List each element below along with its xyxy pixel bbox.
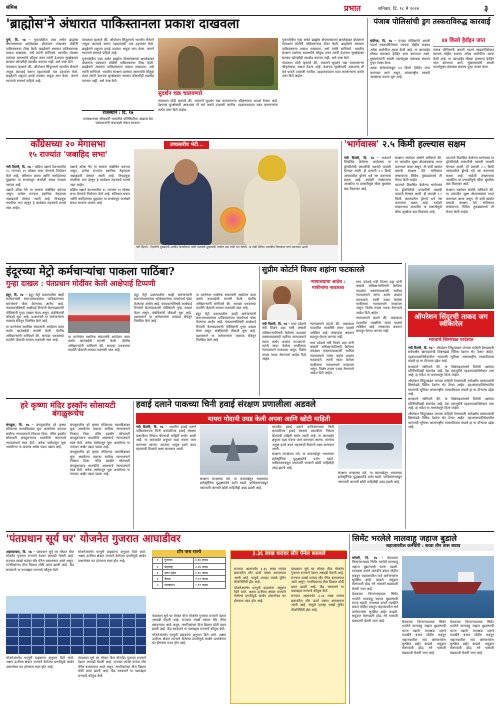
story-text: पंतप्रधान म्हणाले की, ऑपरेशन सिंदूरमध्ये भारतीय सैन्याने अचूक कारवाई करून दहशतवादी तळ उद्ध्वस्त केले. ब्राह्मोसने शत्रूच्या हवाई तळांवर अचूक मारा केला. जगाने भारताचे सामर्थ्य पाहिले आहे.	[82, 38, 154, 56]
headline-bhargavastra-quoted: 'भार्गवास्त्र'	[344, 140, 380, 150]
section-label: संमिश्र	[6, 5, 18, 11]
story-supreme-court	[262, 266, 402, 396]
person-right-turban	[258, 155, 286, 181]
dateline: पुणे, दि. १७ -	[6, 38, 31, 42]
subhead: सुदर्शन चक्र चालवणारे	[158, 91, 203, 97]
photo-label: उच्चस्तरीय भेटी...	[164, 141, 209, 149]
story-text: पंतप्रधान सूर्य घर मोफत वीज योजनेत गुजरात राज्याने देशात आघाडी घेतली आहे. राज्यात लाखो घरांवर सौर पॅनेल बसवण्यात आले असून, नागरिकांच्या वीज बिलात मोठी बचत झाली आहे. केंद्र सरकारने या यशाबद्दल राज्याचे कौतुक केले.	[152, 614, 226, 632]
headline-supreme-court: सुप्रीम कोर्टाने विजय शहांना फटकारले	[262, 265, 365, 274]
headline-brahmos-rest: ने अंधारात पाकिस्तानला प्रकाश दाखवला	[47, 17, 240, 32]
story-indore-col4	[196, 293, 256, 396]
headline-airforce: हवाई दलाने पाकच्या चिनी हवाई संरक्षण प्रणालीला अडवले	[136, 400, 316, 410]
dateline: नवी दिल्ली, दि. १७ -	[6, 165, 34, 169]
story-text: भारतीय हवाई दलाने पाकिस्तानच्या चिनी बनावटीच्या हवाई संरक्षण प्रणालीला निष्प्रभ केल्याची माहिती समोर आली आहे. या कारवाईत शत्रूच्या रडार यंत्रणा जाम करण्यात आल्या. त्यानंतर अचूक हल्ले करत महत्त्वाची ठिकाणे लक्ष्य करण्यात आली.	[272, 425, 334, 452]
masthead	[6, 3, 494, 15]
table-cell: ३	[153, 570, 163, 576]
section-rule	[6, 398, 402, 399]
story-iskcon	[6, 401, 130, 529]
subheadline-indore: गुन्हा दाखल : पंतप्रधान मोदींवर केली आक्षेपार्ह टिप्पणी	[6, 278, 156, 288]
dateline: इंदूर, दि. १७ -	[6, 293, 27, 297]
story-text: सरकारने सांगितले की, या शिष्टमंडळांमध्ये विरोधी पक्षांच्या प्रतिनिधींचाही समावेश आहे. देश एकजुटीने दहशतवादाविरोधात उभा आहे, हा संदेश या माध्यमातून दिला जाईल.	[408, 364, 494, 378]
story-text: राज्यात आतापर्यंत ३.३६ लाख घरांवर छतावरील सौर ऊर्जा यंत्रणा बसवण्यात आली आहे. यामुळे दरमहा लाखो युनिट वीजनिर्मिती होत आहे.	[234, 567, 286, 585]
story-text: पक्षाचे वरिष्ठ नेते या सभांना संबोधित करणार असून, प्रत्येक राज्यात स्थानिक नेतृत्वाला जबाबदारी देण्यात आली आहे. निवडणूक तयारीचा भाग म्हणून हे कार्यक्रम महत्त्वाचे मानले जात आहेत.	[6, 188, 66, 210]
story-text: या घटनेनंतर स्थानिक संघटनांनी आंदोलन करत कठोर कारवाईची मागणी केली. पोलीस अधिकाऱ्यांनी सांगितले की, सायबर पथकाच्या मदतीने पोस्टची सत्यता तपासली जात आहे.	[196, 293, 256, 311]
story-brahmos-col4	[282, 38, 364, 134]
story-text: बंगळुरूतील हरे कृष्णा मंदिराच्या मालकीबाबत सुरू असलेल्या वादावर सर्वोच्च न्यायालयाने निकाल दिला. मंदिर इस्कॉन सोसायटी बंगळुरूच्याच मालकीचे असल्याचे न्यायालयाने स्पष्ट केले. अनेक वर्षांपासून सुरू असलेल्या या वादावर अखेर पडदा पडला आहे.	[70, 450, 130, 477]
story-congress	[6, 141, 130, 261]
photo-caption: नवी दिल्ली : दिल्लीचे मुख्यमंत्री अरविंद केजरीवाल यांची पंजाबचे मुख्यमंत्री भगवंत मान यांनी भेट घेतली. या वेळी विविध राजकीय विषयांवर चर्चा करण्यात आली.	[134, 245, 338, 261]
story-text: संरक्षण संशोधन संस्थेने सांगितले की, या प्रणालीत सूक्ष्म क्षेपणास्त्रांचा वापर करण्यात आला असून, ती कमी खर्चात प्रभावी संरक्षण देते. भविष्यात लष्कराच्या विविध तुकड्यांमध्ये ती तैनात केली जाईल.	[395, 156, 442, 183]
story-ship-col3	[450, 620, 494, 704]
story-text: बंगळुरूतील हरे कृष्णा मंदिराच्या मालकीबाबत सुरू असलेल्या वादावर सर्वोच्च न्यायालयाने निकाल दिला. मंदिर इस्कॉन सोसायटी बंगळुरूच्याच मालकीचे असल्याचे न्यायालयाने स्पष्ट केले. अनेक वर्षांपासून सुरू असलेल्या या वादावर अखेर पडदा पडला आहे.	[6, 423, 66, 450]
story-punjab	[370, 18, 494, 136]
story-text: ऑपरेशन सिंदूरबाबत जगाला माहिती देण्यासाठी सर्वपक्षीय खासदारांची शिष्टमंडळे विविध देशांना भेट देणार आहेत. दहशतवादाविरोधातील भारताची भूमिका आंतरराष्ट्रीय व्यासपीठावर मांडणे हा या दौऱ्याचा उद्देश आहे.	[408, 411, 494, 429]
story-text: गुजरातेतील एका सभेत ब्राह्मोस क्षेपणास्त्राच्या क्षमतेबाबत बोलताना पंतप्रधान मोदींनी पाकिस्तानवर टीका केली. ब्राह्मोसने अंधारात पाकिस्तानला प्रकाश दाखवला, असे त्यांनी सांगितले. भारतीय संरक्षण दलांच्या सामर्थ्याचे कौतुक करत त्यांनी देशाच्या सुरक्षेबाबत सरकार कोणतीही तडजोड करणार नाही, असे स्पष्ट केले.	[82, 56, 154, 83]
highlight-title: ३.३६ लाख घरांवर सौर पॅनेल बसवले	[252, 551, 326, 557]
headline-brahmos-quoted: 'ब्राह्मोस'	[6, 17, 48, 32]
story-bhargavastra-col1	[344, 156, 391, 261]
story-text: पंतप्रधान म्हणाले की, ऑपरेशन सिंदूरमध्ये भारतीय सैन्याने अचूक कारवाई करून दहशतवादी तळ उद्ध्वस्त केले. ब्राह्मोसने शत्रूच्या हवाई तळांवर अचूक मारा केला. जगाने भारताचे सामर्थ्य पाहिले आहे.	[6, 65, 78, 83]
story-punjab-col1	[370, 39, 430, 134]
story-iskcon-col1	[6, 423, 66, 529]
subhead: ४४ किलो हेरॉइन जप्त	[433, 39, 494, 47]
metro-photo	[68, 293, 130, 333]
story-text: केरळच्या किनाऱ्याजवळ सिमेंट भरलेले मालवाहू जहाज बुडाल्याची घटना घडली. तटरक्षक दलाने तातडीने बचाव मोहीम राबवून जहाजावरील सर्व कर्मचाऱ्यांना सुरक्षित बाहेर काढले. समुद्रात तेलगळती होऊ नये यासाठी खबरदारी घेतली जात आहे.	[352, 592, 398, 623]
story-congress-col2	[70, 165, 130, 261]
table-cell: १	[153, 557, 163, 563]
airforce-photo	[200, 425, 268, 475]
headline-bhargavastra-rest: २.५ किमी हल्ल्यास सक्षम	[382, 140, 466, 150]
table-cell: ०.९१ लाख	[193, 582, 225, 588]
story-text: राज्यात आतापर्यंत ३.३६ लाख घरांवर छतावरील सौर ऊर्जा यंत्रणा बसवण्यात आली आहे. यामुळे दरमहा लाखो युनिट वीजनिर्मिती होत आहे.	[291, 594, 344, 612]
story-text: पंतप्रधान मोदी म्हणाले की, भारताने सुदर्शन चक्र चालवणाऱ्या श्रीकृष्णाचा आदर्श ठेवला आहे. देशाच्या सुरक्षेसाठी आवश्यक ती सर्व पावले उचलली जातील. दहशतवादाला मदत करणाऱ्यांना कठोर उत्तर दिले जाईल.	[282, 61, 364, 79]
dateline: बंगळुरू, दि. १७ -	[6, 423, 34, 427]
story-text: अटक केलेल्यांकडून ४४ किलो हेरॉईन जप्त करण्यात आले असून, आंतरराष्ट्रीय तस्करी जाळ्याचा तपास सुरू आहे.	[370, 66, 430, 80]
top-states-table-box	[152, 550, 226, 612]
story-congress-col1	[6, 165, 66, 261]
story-text: पंजाब पोलिसांनी अमली पदार्थ तस्करांविरोधात व्यापक मोहीम राबवत अनेक आरोपींना अटक केली आहे. या कारवाईत मोठ्या प्रमाणात हेरॉईन जप्त करण्यात आले. मुख्यमंत्र्यांनी अमली पदार्थमुक्त पंजाबचा संकल्प पुन्हा व्यक्त केला.	[433, 47, 494, 70]
jet-shape	[346, 443, 394, 450]
sub-story	[158, 92, 278, 134]
flower-bouquet	[220, 207, 246, 233]
modi-rally-photo	[158, 38, 278, 90]
section-rule	[6, 263, 402, 264]
table-cell: ४	[153, 576, 163, 582]
story-text: इंदूर मेट्रो प्रकल्पातील काही कर्मचाऱ्यांनी समाजमाध्यमांवर पाकिस्तानच्या समर्थनार्थ पोस्ट केल्याचा आरोप आहे. पंतप्रधानांविषयी आक्षेपार्ह टिप्पणी केल्याप्रकरणी पोलिसांनी गुन्हा दाखल केला असून, संबंधितांची चौकशी सुरू आहे. प्रशासनाने या कर्मचाऱ्यांना तत्काळ सेवेतून निलंबित केले आहे.	[196, 311, 256, 343]
story-airforce	[136, 401, 402, 529]
table-cell: २.२७ लाख	[193, 563, 225, 569]
story-text: या घटनेनंतर स्थानिक संघटनांनी आंदोलन करत कठोर कारवाईची मागणी केली. पोलीस अधिकाऱ्यांनी सांगितले की, सायबर पथकाच्या मदतीने पोस्टची सत्यता तपासली जात आहे.	[68, 335, 130, 353]
story-text: मध्य प्रदेशचे मंत्री विजय शहा यांनी लष्करी अधिकाऱ्याविषयी केलेल्या वादग्रस्त वक्तव्याप्रकरणी सर्वोच्च न्यायालयाने त्यांना कठोर शब्दांत फटकारले. त्यांनी सादर केलेला माफीनामा न्यायालयाने नाकारला असून, विशेष तपास पथक नेमण्याचे आदेश दिले आहेत.	[310, 340, 354, 376]
story-sindoor-text	[408, 346, 494, 529]
headline-ship: सिमेंट भरलेले मालवाहू जहाज बुडाले	[352, 533, 457, 543]
story-airforce-col1	[136, 425, 196, 529]
story-text: न्यायालयाने म्हटले की, जबाबदार पदावरील व्यक्तींनी संयम पाळणे अपेक्षित आहे. लष्कराचा अवमान खपवून घेतला जाणार नाही.	[310, 322, 354, 340]
column-divider	[133, 401, 134, 529]
story-text: काँग्रेस पक्षाने देशभरातील १५ राज्यांत २० मोठ्या सभा घेण्याचे नियोजन केले आहे. संविधान बचाव आणि जनहिताच्या मुद्द्यांवर या सभांमधून जनतेशी संवाद साधला जाणार आहे.	[70, 188, 130, 206]
solar-panels-photo	[6, 596, 146, 654]
headline-indore: इंदूरच्या मेट्रो कर्मचाऱ्यांचा पाकला पाठिंबा?	[6, 265, 175, 278]
table-row	[153, 582, 226, 588]
story-brahmos	[6, 18, 364, 136]
story-text: योजनेअंतर्गत घरगुती ग्राहकांना अनुदान दिले जाते. अक्षय ऊर्जेच्या क्षेत्रात राज्याने केलेल्या प्रगतीमुळे कार्बन उत्सर्जनात घट होण्यास मदत होत आहे.	[152, 632, 226, 646]
story-text: भारताने विकसित केलेल्या भार्गवास्त्र या ड्रोनविरोधी प्रणालीची यशस्वी चाचणी घेण्यात आली. ही प्रणाली २.५ किमी अंतरावरील ड्रोनचे थवे नष्ट करण्यास सक्षम आहे. स्वदेशी तंत्रज्ञानावर आधारित या प्रणालीमुळे सीमा सुरक्षेला बळ मिळणार आहे.	[395, 183, 442, 214]
story-text: पक्षाचे वरिष्ठ नेते या सभांना संबोधित करणार असून, प्रत्येक राज्यात स्थानिक नेतृत्वाला जबाबदारी देण्यात आली आहे. निवडणूक तयारीचा भाग म्हणून हे कार्यक्रम महत्त्वाचे मानले जात आहेत.	[70, 165, 130, 187]
story-bhargavastra-col2	[395, 156, 442, 261]
headline-congress-2: १५ राज्यांत 'जबाहिद सभा'	[28, 149, 108, 160]
story-text: ऑपरेशन सिंदूरबाबत जगाला माहिती देण्यासाठी सर्वपक्षीय खासदारांची शिष्टमंडळे विविध देशांना भेट देणार आहेत. दहशतवादाविरोधातील भारताची भूमिका आंतरराष्ट्रीय व्यासपीठावर मांडणे हा या दौऱ्याचा उद्देश आहे.	[408, 346, 494, 364]
table-cell: १.१२ लाख	[193, 576, 225, 582]
story-surya-ghar	[6, 534, 346, 704]
story-iskcon-col2	[70, 423, 130, 529]
story-surya-col2	[78, 550, 146, 594]
story-operation-sindoor	[408, 265, 494, 529]
fighter-jet-photo	[338, 425, 402, 469]
headline-sindoor: ऑपरेशन सिंदूरची ताकद जग स्वीकारेल	[414, 312, 488, 329]
story-text: भारताने विकसित केलेल्या भार्गवास्त्र या ड्रोनविरोधी प्रणालीची यशस्वी चाचणी घेण्यात आली. ही प्रणाली २.५ किमी अंतरावरील ड्रोनचे थवे नष्ट करण्यास सक्षम आहे. स्वदेशी तंत्रज्ञानावर आधारित या प्रणालीमुळे सीमा सुरक्षेला बळ मिळणार आहे.	[446, 156, 494, 187]
info-box-text: राजस्थानच्या सीमावर्ती भागातील परिस्थितीचा आढावा घेत पंतप्रधानांनी जवानांशी संवाद साधला.	[83, 116, 153, 126]
subheadline-ship: जहाजावरील कर्मचारी : सव्वा तीन तास बचाव	[352, 544, 494, 551]
column-divider	[405, 263, 406, 529]
story-text: इंदूर मेट्रो प्रकल्पातील काही कर्मचाऱ्यांनी समाजमाध्यमांवर पाकिस्तानच्या समर्थनार्थ पोस्ट केल्याचा आरोप आहे. पंतप्रधानांविषयी आक्षेपार्ह टिप्पणी केल्याप्रकरणी पोलिसांनी गुन्हा दाखल केला असून, संबंधितांची चौकशी सुरू आहे. प्रशासनाने या कर्मचाऱ्यांना तत्काळ सेवेतून निलंबित केले आहे.	[6, 293, 64, 324]
story-text: इंदूर मेट्रो प्रकल्पातील काही कर्मचाऱ्यांनी समाजमाध्यमांवर पाकिस्तानच्या समर्थनार्थ पोस्ट केल्याचा आरोप आहे. पंतप्रधानांविषयी आक्षेपार्ह टिप्पणी केल्याप्रकरणी पोलिसांनी गुन्हा दाखल केला असून, संबंधितांची चौकशी सुरू आहे. प्रशासनाने या कर्मचाऱ्यांना तत्काळ सेवेतून निलंबित केले आहे.	[134, 293, 192, 324]
story-text: पंतप्रधान सूर्य घर मोफत वीज योजनेत गुजरात राज्याने देशात आघाडी घेतली आहे. राज्यात लाखो घरांवर सौर पॅनेल बसवण्यात आले असून, नागरिकांच्या वीज बिलात मोठी बचत झाली आहे. केंद्र सरकारने या यशाबद्दल राज्याचे कौतुक केले.	[6, 550, 74, 572]
story-bhargavastra-col3	[446, 156, 494, 261]
issue-date: शनिवार, दि. १८ मे २०२४	[378, 6, 420, 12]
headline-bhargavastra	[344, 141, 494, 150]
dateline: नवी दिल्ली, दि. १७ -	[136, 425, 168, 429]
story-text: केरळच्या किनाऱ्याजवळ सिमेंट भरलेले मालवाहू जहाज बुडाल्याची घटना घडली. तटरक्षक दलाने तातडीने बचाव मोहीम राबवून जहाजावरील सर्व कर्मचाऱ्यांना सुरक्षित बाहेर काढले. समुद्रात तेलगळती होऊ नये यासाठी खबरदारी घेतली जात आहे.	[352, 556, 398, 591]
highlight-title-box	[231, 551, 347, 559]
story-punjab-col2	[433, 39, 494, 134]
solar-panel-grid	[6, 614, 146, 654]
story-brahmos-col2	[82, 38, 154, 108]
story-text: मध्य प्रदेशचे मंत्री विजय शहा यांनी लष्करी अधिकाऱ्याविषयी केलेल्या वादग्रस्त वक्तव्याप्रकरणी सर्वोच्च न्यायालयाने त्यांना कठोर शब्दांत फटकारले. त्यांनी सादर केलेला माफीनामा न्यायालयाने नाकारला असून, विशेष तपास पथक नेमण्याचे आदेश दिले आहेत.	[356, 280, 402, 315]
story-surya-col5	[152, 614, 226, 704]
table-cell: उत्तर प्रदेश	[163, 570, 194, 576]
story-airforce-col4	[338, 471, 402, 529]
masthead-rule	[6, 15, 494, 16]
meeting-photo	[134, 149, 338, 245]
story-airforce-col3	[272, 425, 334, 529]
highlight-box	[230, 550, 346, 704]
main-photo-block	[134, 141, 338, 261]
story-text: पंतप्रधान सूर्य घर मोफत वीज योजनेत गुजरात राज्याने देशात आघाडी घेतली आहे. राज्यात लाखो घरांवर सौर पॅनेल बसवण्यात आले असून, नागरिकांच्या वीज बिलात मोठी बचत झाली आहे. केंद्र सरकारने या यशाबद्दल राज्याचे कौतुक केले.	[291, 567, 344, 594]
column-divider	[367, 18, 368, 136]
story-text: न्यायालयाने म्हटले की, जबाबदार पदावरील व्यक्तींनी संयम पाळणे अपेक्षित आहे. लष्कराचा अवमान खपवून घेतला जाणार नाही.	[356, 316, 402, 334]
headline-iskcon: हरे कृष्णा मंदिर इस्कॉन सोसायटी बंगळुरूचेच	[20, 400, 116, 419]
story-text: सरकारने सांगितले की, या शिष्टमंडळांमध्ये विरोधी पक्षांच्या प्रतिनिधींचाही समावेश आहे. देश एकजुटीने दहशतवादाविरोधात उभा आहे, हा संदेश या माध्यमातून दिला जाईल.	[408, 397, 494, 411]
story-text: काँग्रेस पक्षाने देशभरातील १५ राज्यांत २० मोठ्या सभा घेण्याचे नियोजन केले आहे. संविधान बचाव आणि जनहिताच्या मुद्द्यांवर या सभांमधून जनतेशी संवाद साधला जाणार आहे.	[6, 165, 66, 187]
paper-name: प्रभात	[344, 3, 361, 13]
ship-hull	[410, 582, 482, 594]
ship-photo	[402, 556, 494, 618]
story-indore-col3	[134, 293, 192, 396]
highlight-text-2	[291, 567, 344, 703]
story-text: संरक्षण तज्ज्ञांच्या मते, या कारवाईतून भारताच्या इलेक्ट्रॉनिक युद्धक्षमतेचे दर्शन घडले. पाकिस्तानकडून पसरवली जाणारी खोटी माहितीही उघड झाली आहे.	[338, 471, 402, 484]
table-cell: १.२६ लाख	[193, 570, 225, 576]
callout-text: न्यायालयाचा आदेश : माफीनामा नाकारला	[310, 280, 346, 291]
ship-cabin	[458, 572, 474, 582]
table-cell: महाराष्ट्र	[163, 563, 194, 569]
delegation-figure	[438, 275, 464, 309]
subheadline-airforce: मायरा गोदानी उघड केली अपवा आणि खोटी माहिती	[136, 413, 402, 424]
story-text: संरक्षण तज्ज्ञांच्या मते, या कारवाईतून भारताच्या इलेक्ट्रॉनिक युद्धक्षमतेचे दर्शन घडले. पाकिस्तानकडून पसरवली जाणारी खोटी माहितीही उघड झाली आहे.	[272, 452, 334, 470]
info-box-title: राजस्थान : दि. १७	[102, 111, 134, 116]
headline-punjab: पंजाब पोलिसांची ड्रग तस्कराविरुद्ध कारवाई	[373, 17, 491, 26]
dateline: नवी दिल्ली, दि. १७ -	[408, 346, 436, 350]
vijay-shah-photo	[262, 280, 302, 320]
story-brahmos-col1	[6, 38, 78, 134]
person-right	[244, 171, 300, 245]
highlight-text	[234, 567, 286, 703]
story-surya-col4	[78, 656, 146, 704]
top-states-table	[152, 557, 226, 589]
headline-congress: काँग्रेसच्या २० मेगासभा	[30, 140, 106, 150]
story-sc-col1	[262, 322, 306, 396]
story-ship-col1	[352, 556, 398, 704]
story-text: मध्य प्रदेशचे मंत्री विजय शहा यांनी लष्करी अधिकाऱ्याविषयी केलेल्या वादग्रस्त वक्तव्याप्रकरणी सर्वोच्च न्यायालयाने त्यांना कठोर शब्दांत फटकारले. त्यांनी सादर केलेला माफीनामा न्यायालयाने नाकारला असून, विशेष तपास पथक नेमण्याचे आदेश दिले आहेत.	[262, 322, 306, 362]
dateline: कोच्ची, दि. १७ -	[352, 556, 383, 560]
story-ship	[352, 534, 494, 704]
story-text: पंजाब पोलिसांनी अमली पदार्थ तस्करांविरोधात व्यापक मोहीम राबवत अनेक आरोपींना अटक केली आहे. या कारवाईत मोठ्या प्रमाणात हेरॉईन जप्त करण्यात आले. मुख्यमंत्र्यांनी अमली पदार्थमुक्त पंजाबचा संकल्प पुन्हा व्यक्त केला.	[370, 39, 430, 66]
column-divider	[349, 534, 350, 704]
story-text: संरक्षण संशोधन संस्थेने सांगितले की, या प्रणालीत सूक्ष्म क्षेपणास्त्रांचा वापर करण्यात आला असून, ती कमी खर्चात प्रभावी संरक्षण देते. भविष्यात लष्कराच्या विविध तुकड्यांमध्ये ती तैनात केली जाईल.	[446, 187, 494, 214]
dateline: अहमदाबाद, दि. १७ -	[6, 550, 35, 554]
sub-story-text: पंतप्रधान मोदी म्हणाले की, भारताने सुदर्शन चक्र चालवणाऱ्या श्रीकृष्णाचा आदर्श ठेवला आहे. देशाच्या सुरक्षेसाठी आवश्यक ती सर्व पावले उचलली जातील. दहशतवादाला मदत करणाऱ्यांना कठोर उत्तर दिले जाईल.	[158, 98, 278, 112]
story-text: बंगळुरूतील हरे कृष्णा मंदिराच्या मालकीबाबत सुरू असलेल्या वादावर सर्वोच्च न्यायालयाने निकाल दिला. मंदिर इस्कॉन सोसायटी बंगळुरूच्याच मालकीचे असल्याचे न्यायालयाने स्पष्ट केले. अनेक वर्षांपासून सुरू असलेल्या या वादावर अखेर पडदा पडला आहे.	[70, 423, 130, 450]
story-text: गुजरातेतील एका सभेत ब्राह्मोस क्षेपणास्त्राच्या क्षमतेबाबत बोलताना पंतप्रधान मोदींनी पाकिस्तानवर टीका केली. ब्राह्मोसने अंधारात पाकिस्तानला प्रकाश दाखवला, असे त्यांनी सांगितले. भारतीय संरक्षण दलांच्या सामर्थ्याचे कौतुक करत त्यांनी देशाच्या सुरक्षेबाबत सरकार कोणतीही तडजोड करणार नाही, असे स्पष्ट केले.	[6, 38, 78, 65]
section-rule	[6, 531, 494, 532]
soldier-figure	[178, 46, 204, 88]
sindoor-headline-box	[408, 311, 494, 337]
info-box	[82, 110, 154, 134]
crowd-shape	[214, 56, 274, 86]
story-text: केरळच्या किनाऱ्याजवळ सिमेंट भरलेले मालवाहू जहाज बुडाल्याची घटना घडली. तटरक्षक दलाने तातडीने बचाव मोहीम राबवून जहाजावरील सर्व कर्मचाऱ्यांना सुरक्षित बाहेर काढले. समुद्रात तेलगळती होऊ नये यासाठी खबरदारी घेतली जात आहे.	[450, 620, 494, 655]
portrait-body	[267, 304, 297, 320]
story-text: भारताने विकसित केलेल्या भार्गवास्त्र या ड्रोनविरोधी प्रणालीची यशस्वी चाचणी घेण्यात आली. ही प्रणाली २.५ किमी अंतरावरील ड्रोनचे थवे नष्ट करण्यास सक्षम आहे. स्वदेशी तंत्रज्ञानावर आधारित या प्रणालीमुळे सीमा सुरक्षेला बळ मिळणार आहे.	[344, 156, 391, 191]
story-sc-col3	[356, 280, 402, 396]
story-indore-col2	[68, 335, 130, 396]
person-left-head	[174, 159, 198, 185]
story-indore-col1	[6, 293, 64, 396]
story-bhargavastra	[344, 141, 494, 261]
portrait-head	[273, 286, 291, 306]
section-rule	[6, 138, 494, 139]
supreme-court-callout	[306, 280, 350, 320]
story-indore	[6, 266, 256, 396]
column-divider	[341, 141, 342, 261]
story-text: पंतप्रधान सूर्य घर मोफत वीज योजनेत गुजरात राज्याने देशात आघाडी घेतली आहे. राज्यात लाखो घरांवर सौर पॅनेल बसवण्यात आले असून, नागरिकांच्या वीज बिलात मोठी बचत झाली आहे. केंद्र सरकारने या यशाबद्दल राज्याचे कौतुक केले.	[78, 656, 146, 678]
headline-surya-ghar: 'पंतप्रधान सूर्य घर' योजनेत गुजरात आघाडीवर	[6, 533, 181, 545]
table-cell: गुजरात	[163, 557, 194, 563]
column-divider	[259, 266, 260, 396]
table-title: टॉप पाच राज्ये	[152, 550, 226, 557]
table-cell: २	[153, 563, 163, 569]
story-surya-col1	[6, 550, 74, 594]
sindoor-photo	[408, 265, 494, 309]
story-text: योजनेअंतर्गत घरगुती ग्राहकांना अनुदान दिले जाते. अक्षय ऊर्जेच्या क्षेत्रात राज्याने केलेल्या प्रगतीमुळे कार्बन उत्सर्जनात घट होण्यास मदत होत आहे.	[6, 656, 74, 669]
story-text: केरळच्या किनाऱ्याजवळ सिमेंट भरलेले मालवाहू जहाज बुडाल्याची घटना घडली. तटरक्षक दलाने तातडीने बचाव मोहीम राबवून जहाजावरील सर्व कर्मचाऱ्यांना सुरक्षित बाहेर काढले. समुद्रात तेलगळती होऊ नये यासाठी खबरदारी घेतली जात आहे.	[402, 620, 446, 655]
dateline: नवी दिल्ली, दि. १७ -	[344, 156, 379, 160]
story-sc-col2	[310, 322, 354, 396]
headline-brahmos	[6, 18, 364, 35]
story-text: भारतीय हवाई दलाने पाकिस्तानच्या चिनी बनावटीच्या हवाई संरक्षण प्रणालीला निष्प्रभ केल्याची माहिती समोर आली आहे. या कारवाईत शत्रूच्या रडार यंत्रणा जाम करण्यात आल्या. त्यानंतर अचूक हल्ले करत महत्त्वाची ठिकाणे लक्ष्य करण्यात आली.	[136, 425, 196, 452]
table-cell: ५	[153, 582, 163, 588]
subhead: भारताचे शिष्टमंडळ परदेशात	[428, 338, 474, 343]
dateline: नवी दिल्ली, दि. १७ -	[262, 322, 290, 326]
story-text: योजनेअंतर्गत घरगुती ग्राहकांना अनुदान दिले जाते. अक्षय ऊर्जेच्या क्षेत्रात राज्याने केलेल्या प्रगतीमुळे कार्बन उत्सर्जनात घट होण्यास मदत होत आहे.	[78, 550, 146, 563]
story-airforce-col2	[200, 477, 268, 529]
story-text: गुजरातेतील एका सभेत ब्राह्मोस क्षेपणास्त्राच्या क्षमतेबाबत बोलताना पंतप्रधान मोदींनी पाकिस्तानवर टीका केली. ब्राह्मोसने अंधारात पाकिस्तानला प्रकाश दाखवला, असे त्यांनी सांगितले. भारतीय संरक्षण दलांच्या सामर्थ्याचे कौतुक करत त्यांनी देशाच्या सुरक्षेबाबत सरकार कोणतीही तडजोड करणार नाही, असे स्पष्ट केले.	[282, 38, 364, 60]
story-ship-col2	[402, 620, 446, 704]
dateline: चंदीगड, दि. १७ -	[370, 39, 396, 43]
story-text: योजनेअंतर्गत घरगुती ग्राहकांना अनुदान दिले जाते. अक्षय ऊर्जेच्या क्षेत्रात राज्याने केलेल्या प्रगतीमुळे कार्बन उत्सर्जनात घट होण्यास मदत होत आहे.	[234, 585, 286, 603]
story-text: या घटनेनंतर स्थानिक संघटनांनी आंदोलन करत कठोर कारवाईची मागणी केली. पोलीस अधिकाऱ्यांनी सांगितले की, सायबर पथकाच्या मदतीने पोस्टची सत्यता तपासली जात आहे.	[6, 324, 64, 343]
story-text: संरक्षण तज्ज्ञांच्या मते, या कारवाईतून भारताच्या इलेक्ट्रॉनिक युद्धक्षमतेचे दर्शन घडले. पाकिस्तानकडून पसरवली जाणारी खोटी माहितीही उघड झाली आहे.	[200, 477, 268, 490]
table-cell: राजस्थान	[163, 582, 194, 588]
page-number: ३	[484, 3, 489, 13]
story-surya-col3	[6, 656, 74, 704]
table-cell: ३.३६ लाख	[193, 557, 225, 563]
table-cell: केरळ	[163, 576, 194, 582]
story-text: ऑपरेशन सिंदूरबाबत जगाला माहिती देण्यासाठी सर्वपक्षीय खासदारांची शिष्टमंडळे विविध देशांना भेट देणार आहेत. दहशतवादाविरोधातील भारताची भूमिका आंतरराष्ट्रीय व्यासपीठावर मांडणे हा या दौऱ्याचा उद्देश आहे.	[408, 378, 494, 397]
